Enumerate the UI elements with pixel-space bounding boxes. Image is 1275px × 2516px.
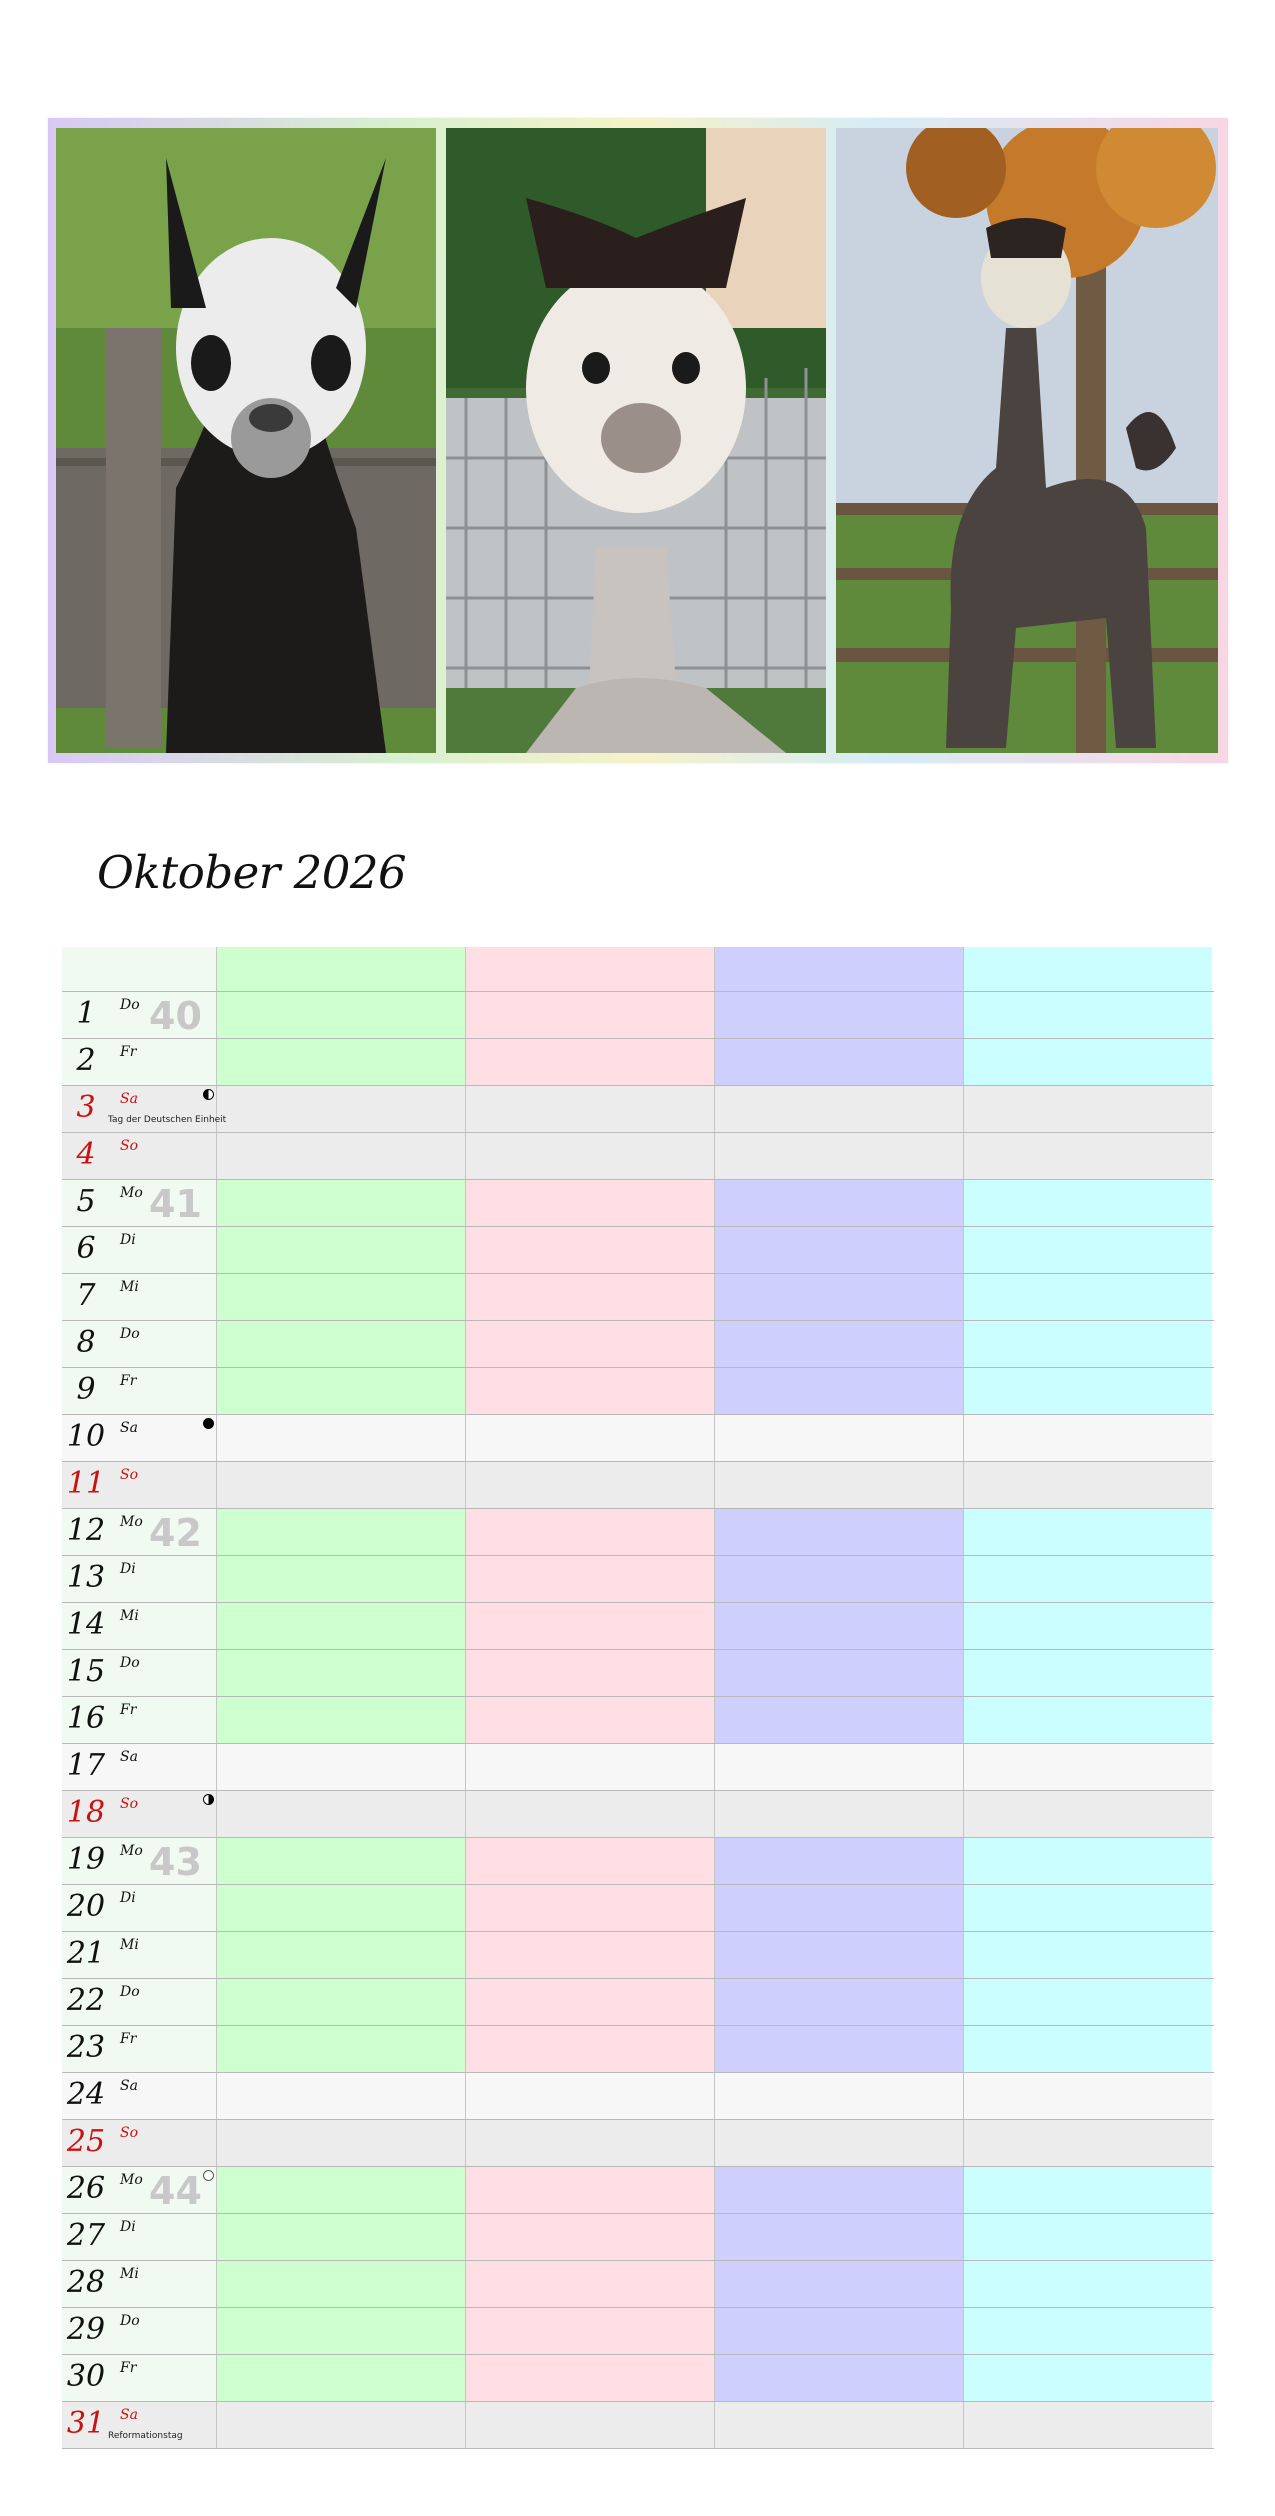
weekday-abbr: Mo (120, 1185, 143, 1201)
entry-cell-column-3[interactable] (715, 1697, 964, 1743)
entry-cell-column-4[interactable] (964, 1697, 1212, 1743)
weekday-abbr: So (120, 1796, 139, 1812)
day-number: 15 (66, 1654, 106, 1689)
calendar-grid (62, 947, 1214, 2449)
day-label-cell (62, 2355, 217, 2401)
day-number: 28 (66, 2265, 106, 2300)
day-row (62, 2120, 1214, 2167)
day-label-cell (62, 2167, 217, 2213)
entry-cell-column-2[interactable] (466, 1180, 715, 1226)
entry-cell-column-3[interactable] (715, 1415, 964, 1461)
day-number: 4 (76, 1137, 96, 1172)
weekday-abbr: Sa (120, 1091, 138, 1107)
person-column-3-header (715, 947, 964, 991)
day-label-cell (62, 2214, 217, 2260)
day-label-cell (62, 1697, 217, 1743)
day-number: 20 (66, 1889, 106, 1924)
entry-cell-column-3[interactable] (715, 2214, 964, 2260)
alpaca-photo-2 (446, 128, 826, 753)
weekday-abbr: Mi (120, 1937, 139, 1953)
day-number: 2 (76, 1043, 96, 1078)
day-row (62, 1979, 1214, 2026)
entry-cell-column-1[interactable] (217, 1838, 466, 1884)
entry-cell-column-3[interactable] (715, 2355, 964, 2401)
entry-cell-column-2[interactable] (466, 1086, 715, 1132)
entry-cell-column-4[interactable] (964, 2308, 1212, 2354)
entry-cell-column-1[interactable] (217, 1133, 466, 1179)
day-label-cell (62, 1368, 217, 1414)
entry-cell-column-1[interactable] (217, 2308, 466, 2354)
day-label-cell (62, 2261, 217, 2307)
weekday-abbr: So (120, 1467, 139, 1483)
entry-cell-column-4[interactable] (964, 2261, 1212, 2307)
entry-cell-column-2[interactable] (466, 1274, 715, 1320)
entry-cell-column-3[interactable] (715, 1509, 964, 1555)
entry-cell-column-3[interactable] (715, 1932, 964, 1978)
entry-cell-column-4[interactable] (964, 2355, 1212, 2401)
entry-cell-column-1[interactable] (217, 992, 466, 1038)
entry-cell-column-3[interactable] (715, 2026, 964, 2072)
entry-cell-column-2[interactable] (466, 1415, 715, 1461)
weekday-abbr: So (120, 2125, 139, 2141)
day-label-cell (62, 1744, 217, 1790)
weekday-abbr: Do (120, 997, 140, 1013)
day-label-cell (62, 1039, 217, 1085)
day-row (62, 1227, 1214, 1274)
entry-cell-column-3[interactable] (715, 1838, 964, 1884)
day-label-cell (62, 1086, 227, 1132)
day-number: 3 (76, 1090, 96, 1125)
entry-cell-column-2[interactable] (466, 1321, 715, 1367)
day-row (62, 1180, 1214, 1227)
day-label-cell (62, 2402, 217, 2448)
day-label-cell (62, 1979, 217, 2025)
weekday-abbr: Do (120, 1984, 140, 2000)
entry-cell-column-1[interactable] (217, 1509, 466, 1555)
day-label-cell (62, 2308, 217, 2354)
entry-cell-column-4[interactable] (964, 1744, 1212, 1790)
day-row (62, 1368, 1214, 1415)
entry-cell-column-2[interactable] (466, 2308, 715, 2354)
day-label-cell (62, 1838, 217, 1884)
entry-cell-column-4[interactable] (964, 1133, 1212, 1179)
entry-cell-column-4[interactable] (964, 1086, 1212, 1132)
entry-cell-column-1[interactable] (217, 2214, 466, 2260)
holiday-label: Reformationstag (108, 2431, 183, 2441)
day-number: 10 (66, 1419, 106, 1454)
entry-cell-column-3[interactable] (715, 1368, 964, 1414)
entry-cell-column-3[interactable] (715, 1086, 964, 1132)
entry-cell-column-2[interactable] (466, 1603, 715, 1649)
entry-cell-column-3[interactable] (715, 1885, 964, 1931)
entry-cell-column-1[interactable] (217, 2167, 466, 2213)
month-title: Oktober 2026 (97, 846, 407, 899)
weekday-abbr: Mi (120, 1608, 139, 1624)
entry-cell-column-1[interactable] (217, 1744, 466, 1790)
entry-cell-column-2[interactable] (466, 992, 715, 1038)
day-label-cell (62, 1556, 217, 1602)
entry-cell-column-4[interactable] (964, 1556, 1212, 1602)
entry-cell-column-1[interactable] (217, 1415, 466, 1461)
day-label-cell (62, 1603, 217, 1649)
day-row (62, 1697, 1214, 1744)
entry-cell-column-1[interactable] (217, 1556, 466, 1602)
entry-cell-column-2[interactable] (466, 1462, 715, 1508)
day-number: 9 (76, 1372, 96, 1407)
day-number: 22 (66, 1983, 106, 2018)
day-label-cell (62, 1932, 217, 1978)
day-label-cell (62, 1462, 217, 1508)
entry-cell-column-1[interactable] (217, 1462, 466, 1508)
entry-cell-column-2[interactable] (466, 1932, 715, 1978)
day-number: 1 (76, 996, 96, 1031)
entry-cell-column-4[interactable] (964, 1462, 1212, 1508)
entry-cell-column-4[interactable] (964, 1791, 1212, 1837)
entry-cell-column-3[interactable] (715, 1133, 964, 1179)
entry-cell-column-4[interactable] (964, 1415, 1212, 1461)
day-number: 12 (66, 1513, 106, 1548)
day-row (62, 2261, 1214, 2308)
day-row (62, 992, 1214, 1039)
weekday-abbr: Fr (120, 1702, 137, 1718)
weekday-abbr: Di (120, 2219, 136, 2235)
entry-cell-column-3[interactable] (715, 2261, 964, 2307)
day-label-cell (62, 1415, 217, 1461)
day-row (62, 1885, 1214, 1932)
weekday-abbr: Mi (120, 2266, 139, 2282)
entry-cell-column-1[interactable] (217, 1039, 466, 1085)
entry-cell-column-2[interactable] (466, 1697, 715, 1743)
entry-cell-column-1[interactable] (217, 1979, 466, 2025)
day-number: 21 (66, 1936, 106, 1971)
entry-cell-column-4[interactable] (964, 1838, 1212, 1884)
day-number: 14 (66, 1607, 106, 1642)
entry-cell-column-1[interactable] (217, 1697, 466, 1743)
day-row (62, 2355, 1214, 2402)
day-number: 11 (66, 1466, 106, 1501)
day-row (62, 2167, 1214, 2214)
entry-cell-column-2[interactable] (466, 1368, 715, 1414)
day-row (62, 1039, 1214, 1086)
entry-cell-column-2[interactable] (466, 1650, 715, 1696)
day-number: 5 (76, 1184, 96, 1219)
entry-cell-column-4[interactable] (964, 2402, 1212, 2448)
entry-cell-column-4[interactable] (964, 992, 1212, 1038)
day-label-cell (62, 1321, 217, 1367)
weekday-abbr: Fr (120, 1044, 137, 1060)
entry-cell-column-2[interactable] (466, 1227, 715, 1273)
day-column-header (62, 947, 217, 991)
entry-cell-column-4[interactable] (964, 1509, 1212, 1555)
holiday-label: Tag der Deutschen Einheit (108, 1115, 227, 1125)
entry-cell-column-1[interactable] (217, 1180, 466, 1226)
entry-cell-column-3[interactable] (715, 992, 964, 1038)
day-row (62, 1509, 1214, 1556)
day-label-cell (62, 992, 217, 1038)
alpaca-photo-1 (56, 128, 436, 753)
day-label-cell (62, 1885, 217, 1931)
entry-cell-column-2[interactable] (466, 1039, 715, 1085)
weekday-abbr: Mo (120, 2172, 143, 2188)
entry-cell-column-2[interactable] (466, 2261, 715, 2307)
day-number: 7 (76, 1278, 96, 1313)
entry-cell-column-2[interactable] (466, 2026, 715, 2072)
weekday-abbr: Mo (120, 1514, 143, 1530)
weekday-abbr: Sa (120, 1420, 138, 1436)
entry-cell-column-4[interactable] (964, 1039, 1212, 1085)
entry-cell-column-1[interactable] (217, 1227, 466, 1273)
day-label-cell (62, 1274, 217, 1320)
entry-cell-column-4[interactable] (964, 1603, 1212, 1649)
weekday-abbr: Di (120, 1561, 136, 1577)
day-row (62, 1838, 1214, 1885)
entry-cell-column-3[interactable] (715, 2073, 964, 2119)
entry-cell-column-4[interactable] (964, 2073, 1212, 2119)
entry-cell-column-4[interactable] (964, 2214, 1212, 2260)
weekday-abbr: So (120, 1138, 139, 1154)
day-number: 30 (66, 2359, 106, 2394)
day-row (62, 1791, 1214, 1838)
day-label-cell (62, 2073, 217, 2119)
entry-cell-column-1[interactable] (217, 2402, 466, 2448)
weekday-abbr: Di (120, 1232, 136, 1248)
entry-cell-column-4[interactable] (964, 2120, 1212, 2166)
weekday-abbr: Do (120, 2313, 140, 2329)
entry-cell-column-1[interactable] (217, 2120, 466, 2166)
entry-cell-column-1[interactable] (217, 1274, 466, 1320)
day-row (62, 2026, 1214, 2073)
weekday-abbr: Fr (120, 1373, 137, 1389)
day-row (62, 1744, 1214, 1791)
day-number: 6 (76, 1231, 96, 1266)
entry-cell-column-2[interactable] (466, 2402, 715, 2448)
day-number: 24 (66, 2077, 106, 2112)
entry-cell-column-3[interactable] (715, 1650, 964, 1696)
moon-new-icon (203, 2170, 214, 2181)
person-column-4-header (964, 947, 1212, 991)
day-row (62, 2402, 1214, 2449)
entry-cell-column-1[interactable] (217, 1086, 466, 1132)
day-row (62, 1556, 1214, 1603)
entry-cell-column-2[interactable] (466, 2073, 715, 2119)
weekday-abbr: Sa (120, 2407, 138, 2423)
day-label-cell (62, 1791, 217, 1837)
day-number: 23 (66, 2030, 106, 2065)
day-number: 8 (76, 1325, 96, 1360)
day-row (62, 1415, 1214, 1462)
entry-cell-column-1[interactable] (217, 2355, 466, 2401)
day-row (62, 1932, 1214, 1979)
day-number: 16 (66, 1701, 106, 1736)
entry-cell-column-3[interactable] (715, 1180, 964, 1226)
person-column-2-header (466, 947, 715, 991)
entry-cell-column-2[interactable] (466, 1885, 715, 1931)
week-number: 41 (149, 1182, 202, 1226)
entry-cell-column-3[interactable] (715, 2402, 964, 2448)
day-label-cell (62, 1650, 217, 1696)
entry-cell-column-2[interactable] (466, 2214, 715, 2260)
entry-cell-column-2[interactable] (466, 1979, 715, 2025)
entry-cell-column-3[interactable] (715, 1744, 964, 1790)
entry-cell-column-3[interactable] (715, 1321, 964, 1367)
moon-full-icon (203, 1418, 214, 1429)
entry-cell-column-2[interactable] (466, 1509, 715, 1555)
entry-cell-column-2[interactable] (466, 1838, 715, 1884)
day-number: 17 (66, 1748, 106, 1783)
entry-cell-column-1[interactable] (217, 1932, 466, 1978)
weekday-abbr: Mo (120, 1843, 143, 1859)
day-number: 26 (66, 2171, 106, 2206)
entry-cell-column-3[interactable] (715, 2167, 964, 2213)
day-row (62, 1086, 1214, 1133)
weekday-abbr: Mi (120, 1279, 139, 1295)
moon-half-left-icon (203, 1794, 214, 1805)
day-number: 29 (66, 2312, 106, 2347)
entry-cell-column-4[interactable] (964, 2167, 1212, 2213)
entry-cell-column-4[interactable] (964, 1368, 1212, 1414)
day-number: 13 (66, 1560, 106, 1595)
day-row (62, 2073, 1214, 2120)
day-row (62, 2308, 1214, 2355)
entry-cell-column-4[interactable] (964, 1180, 1212, 1226)
entry-cell-column-2[interactable] (466, 1791, 715, 1837)
entry-cell-column-4[interactable] (964, 1321, 1212, 1367)
day-row (62, 1603, 1214, 1650)
moon-half-right-icon (203, 1089, 214, 1100)
day-row (62, 1133, 1214, 1180)
week-number: 44 (149, 2169, 202, 2213)
entry-cell-column-1[interactable] (217, 2261, 466, 2307)
day-label-cell (62, 1509, 217, 1555)
entry-cell-column-3[interactable] (715, 1227, 964, 1273)
entry-cell-column-2[interactable] (466, 2167, 715, 2213)
weekday-abbr: Sa (120, 2078, 138, 2094)
entry-cell-column-4[interactable] (964, 1227, 1212, 1273)
entry-cell-column-4[interactable] (964, 1274, 1212, 1320)
weekday-abbr: Sa (120, 1749, 138, 1765)
weekday-abbr: Fr (120, 2360, 137, 2376)
day-label-cell (62, 2026, 217, 2072)
day-row (62, 2214, 1214, 2261)
entry-cell-column-2[interactable] (466, 1556, 715, 1602)
day-row (62, 1462, 1214, 1509)
grid-header-row (62, 947, 1214, 992)
day-number: 18 (66, 1795, 106, 1830)
day-label-cell (62, 2120, 217, 2166)
entry-cell-column-3[interactable] (715, 1556, 964, 1602)
entry-cell-column-1[interactable] (217, 1321, 466, 1367)
entry-cell-column-3[interactable] (715, 1979, 964, 2025)
entry-cell-column-3[interactable] (715, 1039, 964, 1085)
entry-cell-column-4[interactable] (964, 1932, 1212, 1978)
weekday-abbr: Di (120, 1890, 136, 1906)
entry-cell-column-1[interactable] (217, 2073, 466, 2119)
entry-cell-column-2[interactable] (466, 1744, 715, 1790)
day-number: 27 (66, 2218, 106, 2253)
day-label-cell (62, 1227, 217, 1273)
entry-cell-column-1[interactable] (217, 2026, 466, 2072)
day-label-cell (62, 1180, 217, 1226)
entry-cell-column-3[interactable] (715, 1274, 964, 1320)
entry-cell-column-2[interactable] (466, 2120, 715, 2166)
entry-cell-column-4[interactable] (964, 1885, 1212, 1931)
day-number: 19 (66, 1842, 106, 1877)
entry-cell-column-3[interactable] (715, 1603, 964, 1649)
entry-cell-column-1[interactable] (217, 1603, 466, 1649)
entry-cell-column-3[interactable] (715, 2120, 964, 2166)
entry-cell-column-3[interactable] (715, 2308, 964, 2354)
day-number: 31 (66, 2406, 106, 2441)
day-row (62, 1650, 1214, 1697)
week-number: 42 (149, 1511, 202, 1555)
photo-strip (48, 118, 1228, 763)
alpaca-photo-3 (836, 128, 1218, 753)
entry-cell-column-1[interactable] (217, 1791, 466, 1837)
person-column-1-header (217, 947, 466, 991)
weekday-abbr: Fr (120, 2031, 137, 2047)
weekday-abbr: Do (120, 1655, 140, 1671)
day-row (62, 1321, 1214, 1368)
weekday-abbr: Do (120, 1326, 140, 1342)
entry-cell-column-2[interactable] (466, 2355, 715, 2401)
entry-cell-column-4[interactable] (964, 1650, 1212, 1696)
entry-cell-column-1[interactable] (217, 1885, 466, 1931)
entry-cell-column-4[interactable] (964, 1979, 1212, 2025)
week-number: 43 (149, 1840, 202, 1884)
entry-cell-column-3[interactable] (715, 1462, 964, 1508)
day-row (62, 1274, 1214, 1321)
entry-cell-column-3[interactable] (715, 1791, 964, 1837)
entry-cell-column-1[interactable] (217, 1650, 466, 1696)
entry-cell-column-2[interactable] (466, 1133, 715, 1179)
week-number: 40 (149, 994, 202, 1038)
entry-cell-column-4[interactable] (964, 2026, 1212, 2072)
day-number: 25 (66, 2124, 106, 2159)
day-label-cell (62, 1133, 217, 1179)
entry-cell-column-1[interactable] (217, 1368, 466, 1414)
